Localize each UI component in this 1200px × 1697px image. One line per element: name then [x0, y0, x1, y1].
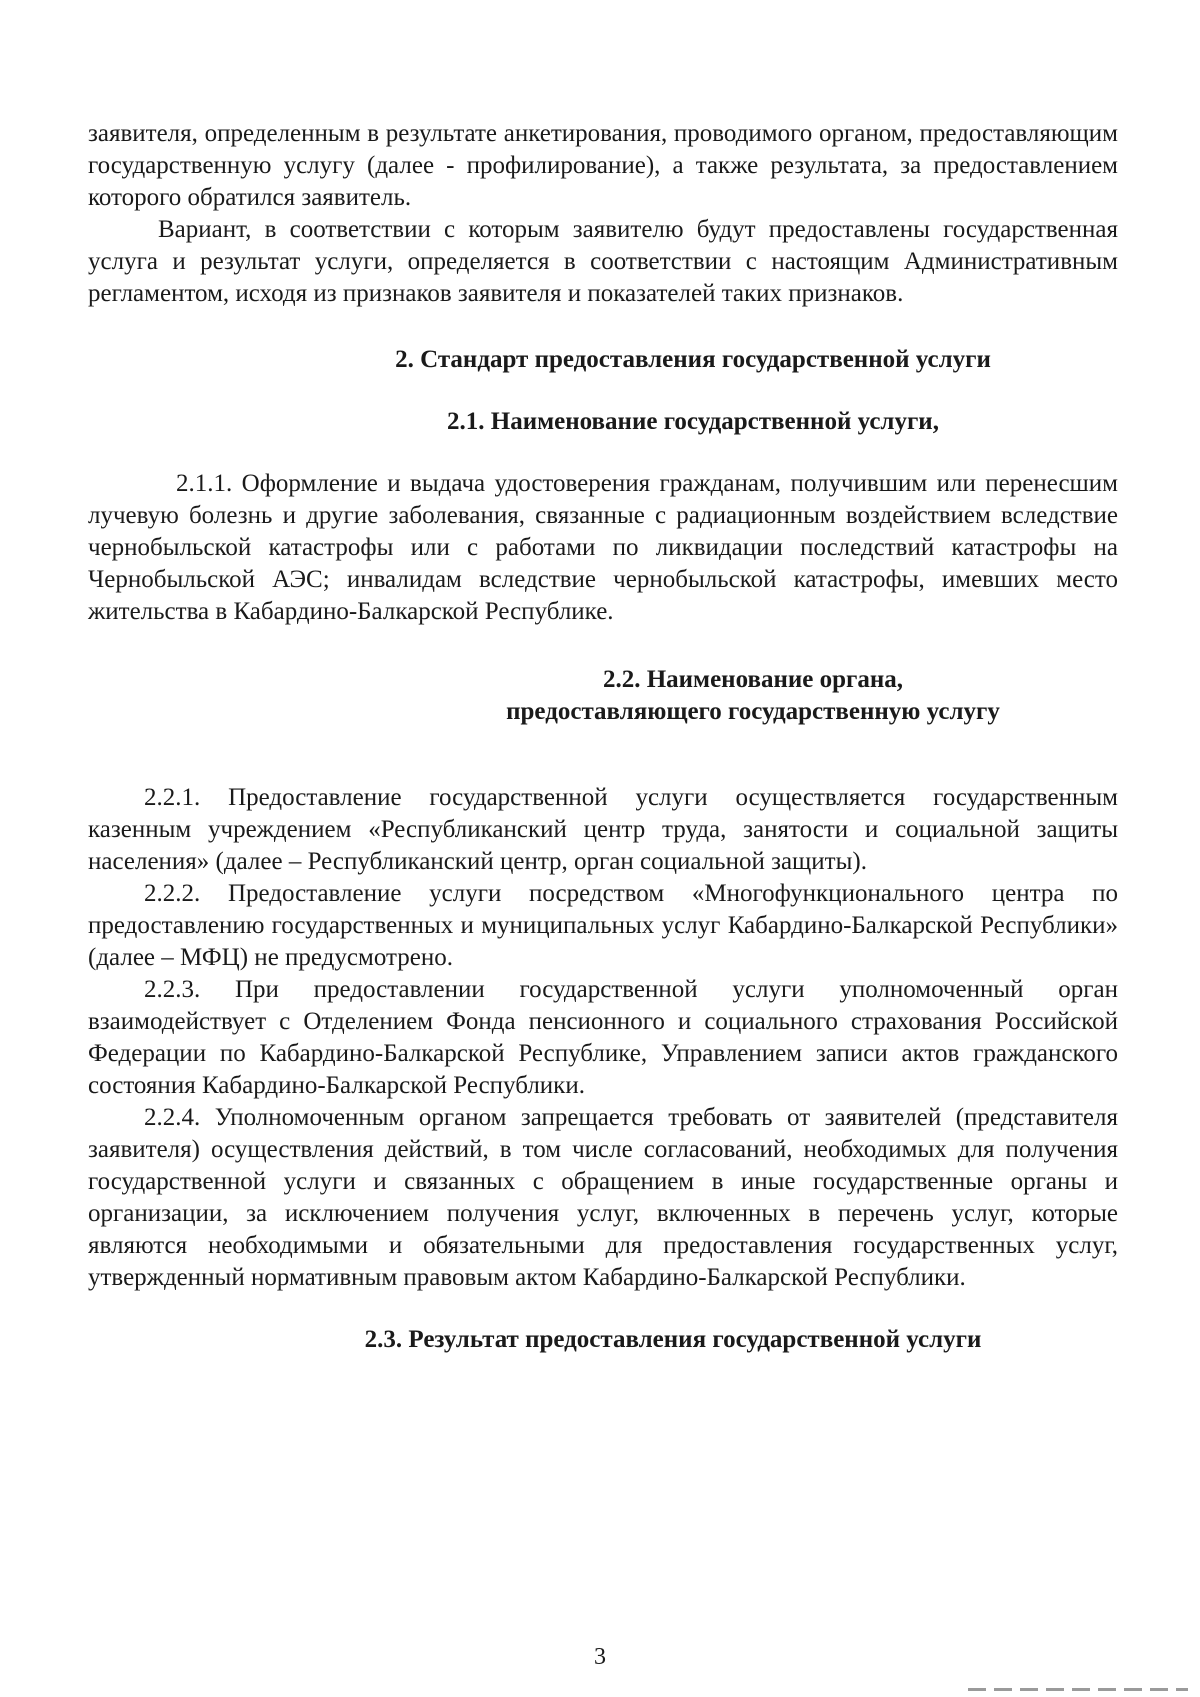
paragraph-2-2-1: 2.2.1. Предоставление государственной услуги осуществляется государственным казенным учреждением «Республиканский центр труда, занятости и социальной защиты населения» (далее – Республиканский центр, орган социальной защиты).	[88, 784, 1118, 875]
paragraph-2-2-4: 2.2.4. Уполномоченным органом запрещается требовать от заявителей (представителя заявителя) осуществления действий, в том числе согласований, необходимых для получения государственной услуги и связанных с обращением в иные государственные органы и организации, за исключением получения услуг, включенных в перечень услуг, которые являются необходимыми и обязательными для предоставления государственных услуг, утвержденный нормативным правовым актом Кабардино-Балкарской Республики.	[88, 1104, 1118, 1291]
paragraph-2-2-2: 2.2.2. Предоставление услуги посредством «Многофункционального центра по предоставлению государственных и муниципальных услуг Кабардино-Балкарской Республики» (далее – МФЦ) не предусмотрено.	[88, 880, 1118, 971]
section-2-heading: 2. Стандарт предоставления государственной услуги	[395, 346, 991, 373]
section-2-2-heading	[88, 664, 1118, 728]
document-body	[88, 118, 1118, 1356]
intro-paragraph-1: заявителя, определенным в результате анкетирования, проводимого органом, предоставляющим государственную услугу (далее - профилирование), а также результата, за предоставлением которого обратился заявитель.	[88, 120, 1118, 211]
intro-paragraph-2: Вариант, в соответствии с которым заявителю будут предоставлены государственная услуга и результат услуги, определяется в соответствии с настоящим Административным регламентом, исходя из признаков заявителя и показателей таких признаков.	[88, 216, 1118, 307]
scan-edge-mark	[968, 1688, 1188, 1691]
section-2-3-heading: 2.3. Результат предоставления государственной услуги	[364, 1326, 982, 1353]
page-number: 3	[594, 1644, 606, 1670]
paragraph-2-1-1: 2.1.1. Оформление и выдача удостоверения гражданам, получившим или перенесшим лучевую болезнь и другие заболевания, связанные с радиационным воздействием вследствие чернобыльской катастрофы или с работами по ликвидации последствий катастрофы на Чернобыльской АЭС; инвалидам вследствие чернобыльской катастрофы, имевших место жительства в Кабардино-Балкарской Республике.	[88, 470, 1118, 625]
section-2-2-heading-line2: предоставляющего государственную услугу	[506, 698, 1000, 725]
section-2-1-heading: 2.1. Наименование государственной услуги,	[447, 408, 939, 435]
paragraph-2-2-3: 2.2.3. При предоставлении государственной услуги уполномоченный орган взаимодействует с Отделением Фонда пенсионного и социального страхования Российской Федерации по Кабардино-Балкарской Республике, Управлением записи актов гражданского состояния Кабардино-Балкарской Республики.	[88, 976, 1118, 1099]
section-2-2-heading-line1: 2.2. Наименование органа,	[602, 666, 904, 693]
